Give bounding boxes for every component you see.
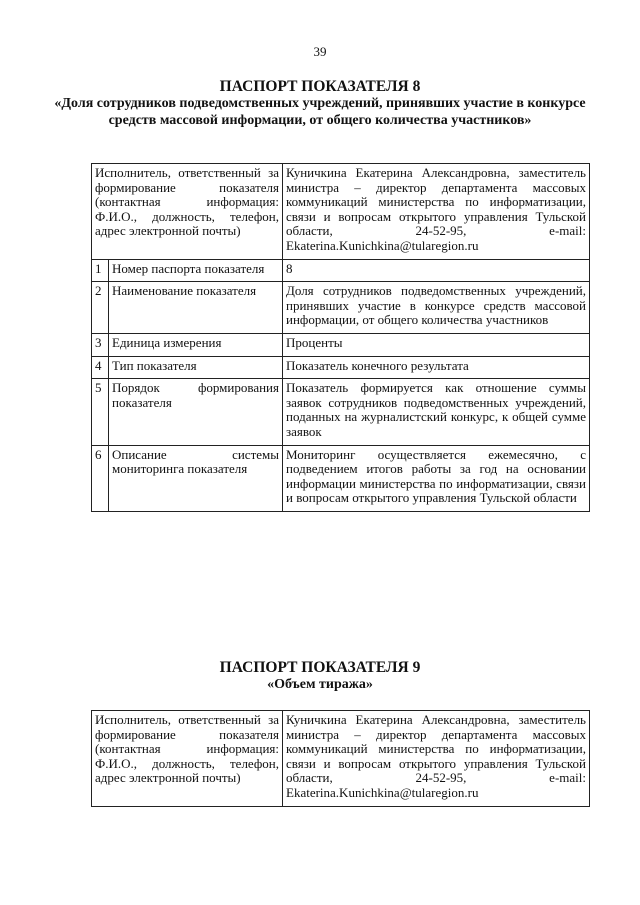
row-number: 3 xyxy=(92,333,109,356)
row-name: Наименование показателя xyxy=(109,282,283,334)
page-number: 39 xyxy=(313,44,327,59)
row-value: Показатель формируется как отношение суммы заявок сотрудников подведомственных учреждений, поданных на журналистский конкурс, к общей сумме заявок xyxy=(283,379,590,445)
row-value: Показатель конечного результата xyxy=(283,356,590,379)
passport-8-heading xyxy=(40,78,600,129)
table-row xyxy=(92,333,590,356)
row-value: Доля сотрудников подведомственных учреждений, принявших участие в конкурсе средств массовой информации, от общего количества участников xyxy=(283,282,590,334)
row-number: 1 xyxy=(92,259,109,282)
executor-value: Куничкина Екатерина Александровна, заместитель министра – директор департамента массовых коммуникаций министерства по информатизации, связи и вопросам открытого управления Тульской области, 24-52-95, e-mail: Ekaterina.Kunichkina@tularegion.ru xyxy=(283,164,590,260)
row-number: 6 xyxy=(92,445,109,511)
table-row xyxy=(92,356,590,379)
table-row xyxy=(92,379,590,445)
row-name: Тип показателя xyxy=(109,356,283,379)
passport-9-title: ПАСПОРТ ПОКАЗАТЕЛЯ 9 xyxy=(219,659,421,676)
passport-8-table xyxy=(91,163,590,512)
passport-9-subtitle: «Объем тиража» xyxy=(267,677,373,692)
passport-8-subtitle: «Доля сотрудников подведомственных учреждений, принявших участие в конкурсе средств массовой информации, от общего количества участников» xyxy=(54,96,586,128)
executor-label: Исполнитель, ответственный за формирование показателя (контактная информация: Ф.И.О., должность, телефон, адрес электронной почты) xyxy=(92,711,283,807)
row-name: Единица измерения xyxy=(109,333,283,356)
row-name: Номер паспорта показателя xyxy=(109,259,283,282)
row-number: 4 xyxy=(92,356,109,379)
table-row xyxy=(92,259,590,282)
passport-9-table xyxy=(91,710,590,807)
executor-label: Исполнитель, ответственный за формирование показателя (контактная информация: Ф.И.О., должность, телефон, адрес электронной почты) xyxy=(92,164,283,260)
row-value: Проценты xyxy=(283,333,590,356)
row-number: 5 xyxy=(92,379,109,445)
row-number: 2 xyxy=(92,282,109,334)
executor-row xyxy=(92,711,590,807)
row-name: Описание системы мониторинга показателя xyxy=(109,445,283,511)
passport-8-title: ПАСПОРТ ПОКАЗАТЕЛЯ 8 xyxy=(219,78,421,95)
executor-value: Куничкина Екатерина Александровна, заместитель министра – директор департамента массовых коммуникаций министерства по информатизации, связи и вопросам открытого управления Тульской области, 24-52-95, e-mail: Ekaterina.Kunichkina@tularegion.ru xyxy=(283,711,590,807)
table-row xyxy=(92,445,590,511)
row-value: Мониторинг осуществляется ежемесячно, с подведением итогов работы за год на основании информации министерства по информатизации, связи и вопросам открытого управления Тульской области xyxy=(283,445,590,511)
row-name: Порядок формирования показателя xyxy=(109,379,283,445)
row-value: 8 xyxy=(283,259,590,282)
passport-9-heading xyxy=(40,659,600,693)
table-row xyxy=(92,282,590,334)
executor-row xyxy=(92,164,590,260)
